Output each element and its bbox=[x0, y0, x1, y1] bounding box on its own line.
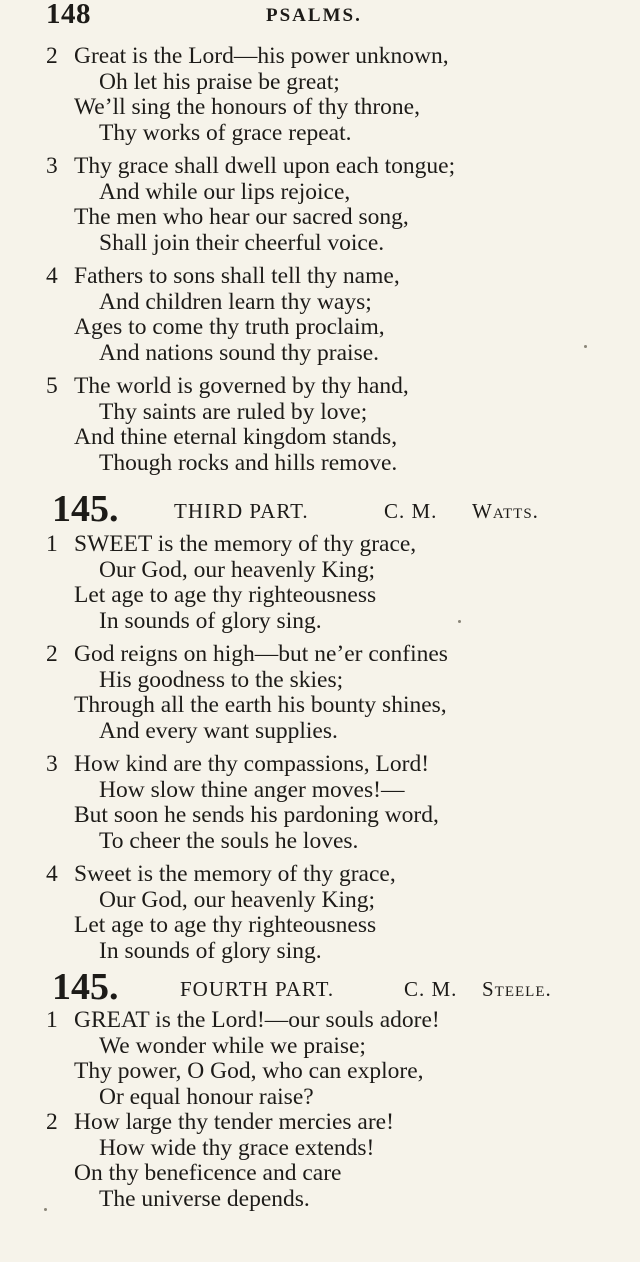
stanza-2 bbox=[46, 642, 606, 744]
paper-speck bbox=[44, 1208, 47, 1211]
stanza-number: 1 bbox=[46, 1007, 58, 1033]
stanza-number: 2 bbox=[46, 43, 58, 69]
paper-speck bbox=[458, 620, 461, 623]
author: Watts. bbox=[472, 499, 539, 523]
verse-line: Fathers to sons shall tell thy name, bbox=[74, 263, 400, 289]
verse-line: To cheer the souls he loves. bbox=[99, 827, 359, 854]
verse-line: Let age to age thy righteousness bbox=[74, 912, 377, 938]
stanza-5 bbox=[46, 374, 606, 476]
psalm-number: 145. bbox=[52, 966, 119, 1008]
page-header bbox=[46, 0, 606, 32]
stanza-3 bbox=[46, 154, 606, 256]
part-title: THIRD PART. bbox=[174, 499, 309, 523]
verse-line: And children learn thy ways; bbox=[99, 288, 372, 315]
stanza-number: 4 bbox=[46, 861, 58, 887]
verse-line: Our God, our heavenly King; bbox=[99, 556, 376, 583]
stanza-number: 3 bbox=[46, 153, 58, 179]
verse-line: Shall join their cheerful voice. bbox=[99, 229, 385, 256]
verse-line: Our God, our heavenly King; bbox=[99, 886, 376, 913]
verse-line: Though rocks and hills remove. bbox=[99, 449, 398, 476]
stanza-3 bbox=[46, 752, 606, 854]
verse-line: How kind are thy compassions, Lord! bbox=[74, 751, 430, 777]
stanza-number: 2 bbox=[46, 1109, 58, 1135]
stanza-1 bbox=[46, 532, 606, 634]
verse-line: God reigns on high—but ne’er confines bbox=[74, 641, 448, 667]
verse-line: How slow thine anger moves!— bbox=[99, 776, 405, 803]
verse-line: We wonder while we praise; bbox=[99, 1032, 366, 1059]
paper-speck bbox=[584, 345, 587, 348]
verse-line: And thine eternal kingdom stands, bbox=[74, 424, 398, 450]
verse-line: How large thy tender mercies are! bbox=[74, 1109, 394, 1135]
verse-line: But soon he sends his pardoning word, bbox=[74, 802, 439, 828]
verse-line: Great is the Lord—his power unknown, bbox=[74, 43, 449, 69]
verse-line: In sounds of glory sing. bbox=[99, 607, 322, 634]
verse-line: And nations sound thy praise. bbox=[99, 339, 380, 366]
verse-line: Thy works of grace repeat. bbox=[99, 119, 352, 146]
stanza-1 bbox=[46, 1008, 606, 1110]
verse-line: Sweet is the memory of thy grace, bbox=[74, 861, 396, 887]
verse-line: GREAT is the Lord!—our souls adore! bbox=[74, 1007, 440, 1033]
verse-line: Through all the earth his bounty shines, bbox=[74, 692, 447, 718]
verse-line: How wide thy grace extends! bbox=[99, 1134, 375, 1161]
section-heading-fourth-part bbox=[52, 966, 582, 1008]
verse-line: Thy saints are ruled by love; bbox=[99, 398, 368, 425]
page-number: 148 bbox=[46, 0, 91, 30]
section-heading-third-part bbox=[52, 488, 582, 530]
verse-line: And every want supplies. bbox=[99, 717, 338, 744]
stanza-2 bbox=[46, 44, 606, 146]
verse-line: Thy grace shall dwell upon each tongue; bbox=[74, 153, 456, 179]
verse-line: Or equal honour raise? bbox=[99, 1083, 314, 1110]
stanza-4 bbox=[46, 862, 606, 964]
verse-line: His goodness to the skies; bbox=[99, 666, 344, 693]
verse-line: Thy power, O God, who can explore, bbox=[74, 1058, 424, 1084]
stanza-number: 1 bbox=[46, 531, 58, 557]
stanza-4 bbox=[46, 264, 606, 366]
verse-line: Ages to come thy truth proclaim, bbox=[74, 314, 385, 340]
psalm-number: 145. bbox=[52, 488, 119, 530]
meter: C. M. bbox=[404, 977, 458, 1001]
stanza-number: 2 bbox=[46, 641, 58, 667]
meter: C. M. bbox=[384, 499, 438, 523]
verse-line: Oh let his praise be great; bbox=[99, 68, 340, 95]
verse-line: SWEET is the memory of thy grace, bbox=[74, 531, 417, 557]
running-head: PSALMS. bbox=[266, 5, 362, 26]
part-title: FOURTH PART. bbox=[180, 977, 335, 1001]
verse-line: We’ll sing the honours of thy throne, bbox=[74, 94, 420, 120]
verse-line: And while our lips rejoice, bbox=[99, 178, 351, 205]
stanza-2 bbox=[46, 1110, 606, 1212]
author: Steele. bbox=[482, 977, 552, 1001]
verse-line: The men who hear our sacred song, bbox=[74, 204, 409, 230]
stanza-number: 4 bbox=[46, 263, 58, 289]
verse-line: The universe depends. bbox=[99, 1185, 310, 1212]
stanza-number: 5 bbox=[46, 373, 58, 399]
stanza-number: 3 bbox=[46, 751, 58, 777]
verse-line: On thy beneficence and care bbox=[74, 1160, 342, 1186]
verse-line: The world is governed by thy hand, bbox=[74, 373, 409, 399]
verse-line: In sounds of glory sing. bbox=[99, 937, 322, 964]
verse-line: Let age to age thy righteousness bbox=[74, 582, 377, 608]
